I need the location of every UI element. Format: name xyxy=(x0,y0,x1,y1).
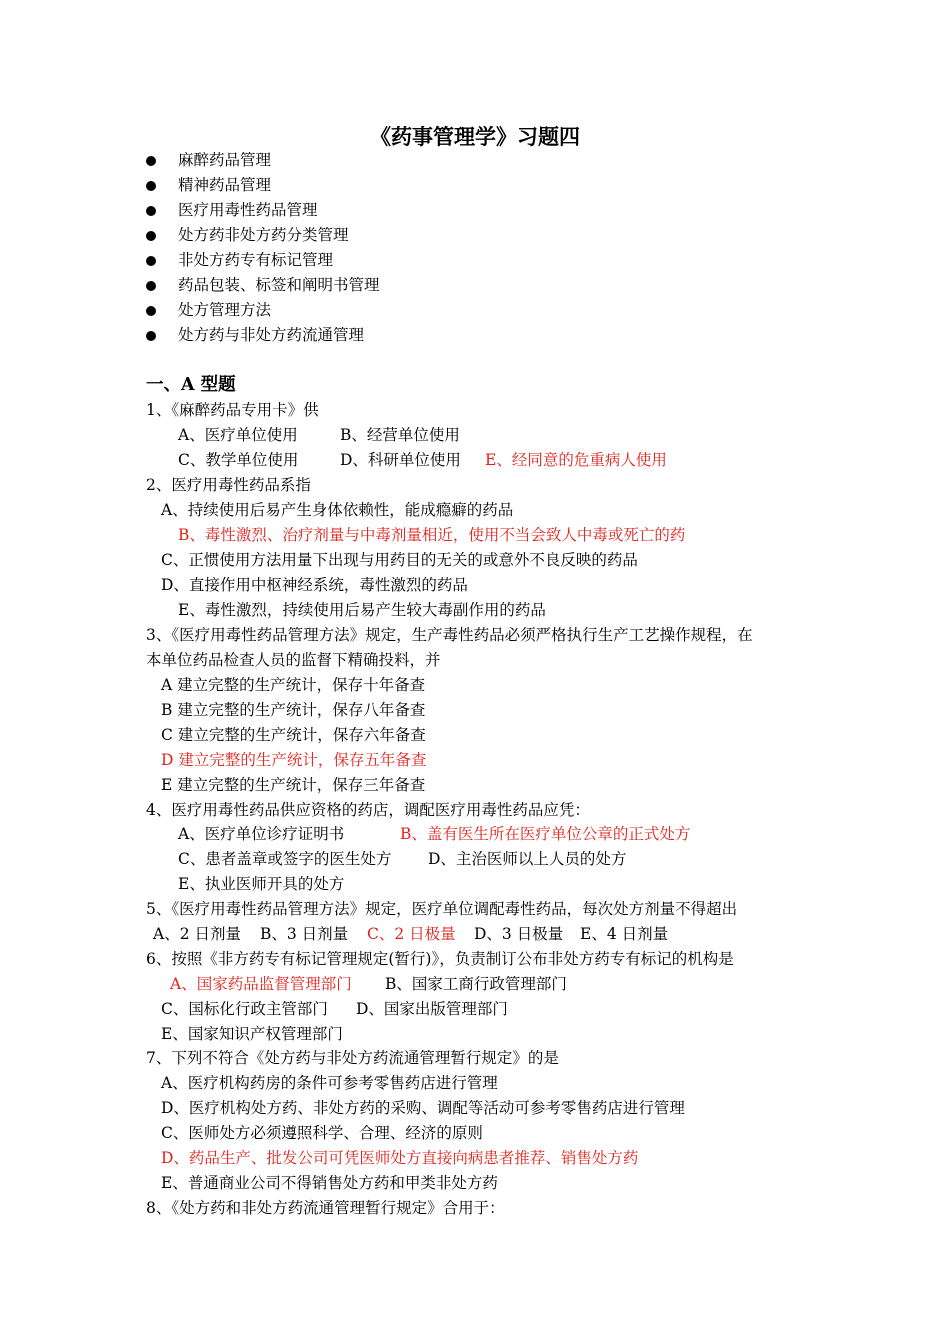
question-stem: 2、医疗用毒性药品系指 xyxy=(146,476,311,494)
list-item: 药品包装、标签和阐明书管理 xyxy=(178,276,380,294)
option-e: E、毒性激烈，持续使用后易产生较大毒副作用的药品 xyxy=(178,601,546,619)
option-e: E、执业医师开具的处方 xyxy=(178,875,345,893)
list-item: 非处方药专有标记管理 xyxy=(178,251,334,269)
bullet-icon xyxy=(146,281,156,291)
question-stem: 4、医疗用毒性药品供应资格的药店，调配医疗用毒性药品应凭： xyxy=(146,801,590,819)
bullet-icon xyxy=(146,206,156,216)
option-a: A、医疗单位诊疗证明书 xyxy=(178,825,345,843)
bullet-icon xyxy=(146,181,156,191)
option-d: D、科研单位使用 xyxy=(340,451,461,469)
option-d-answer: D 建立完整的生产统计，保存五年备查 xyxy=(161,751,427,769)
option-e: E、4 日剂量 xyxy=(580,925,669,943)
option-d: D、直接作用中枢神经系统，毒性激烈的药品 xyxy=(161,576,468,594)
option-b-answer: B、毒性激烈、治疗剂量与中毒剂量相近，使用不当会致人中毒或死亡的药 xyxy=(178,526,686,544)
option-e-answer: E、经同意的危重病人使用 xyxy=(485,451,667,469)
option-e: E、国家知识产权管理部门 xyxy=(161,1025,343,1043)
option-d: D、国家出版管理部门 xyxy=(356,1000,508,1018)
option-a: A 建立完整的生产统计，保存十年备查 xyxy=(161,676,426,694)
option-c: C、正惯使用方法用量下出现与用药目的无关的或意外不良反映的药品 xyxy=(161,551,638,569)
list-item: 医疗用毒性药品管理 xyxy=(178,201,318,219)
option-a: A、医疗机构药房的条件可参考零售药店进行管理 xyxy=(161,1074,498,1092)
option-c: C、教学单位使用 xyxy=(178,451,299,469)
list-item: 处方管理方法 xyxy=(178,301,272,319)
option-d-answer: D、药品生产、批发公司可凭医师处方直接向病患者推荐、销售处方药 xyxy=(161,1149,639,1167)
option-d: D、医疗机构处方药、非处方药的采购、调配等活动可参考零售药店进行管理 xyxy=(161,1099,685,1117)
question-stem: 5、《医疗用毒性药品管理方法》规定，医疗单位调配毒性药品，每次处方剂量不得超出 xyxy=(146,900,738,918)
option-c: C、患者盖章或签字的医生处方 xyxy=(178,850,392,868)
option-c: C、医师处方必须遵照科学、合理、经济的原则 xyxy=(161,1124,483,1142)
question-stem: 7、下列不符合《处方药与非处方药流通管理暂行规定》的是 xyxy=(146,1049,559,1067)
option-b: B、经营单位使用 xyxy=(340,426,460,444)
option-a: A、持续使用后易产生身体依赖性，能成瘾癖的药品 xyxy=(161,501,514,519)
question-stem: 1、《麻醉药品专用卡》供 xyxy=(146,401,319,419)
option-d: D、3 日极量 xyxy=(474,925,564,943)
question-stem: 8、《处方药和非处方药流通管理暂行规定》合用于： xyxy=(146,1199,505,1217)
option-a-answer: A、国家药品监督管理部门 xyxy=(170,975,352,993)
option-a: A、2 日剂量 xyxy=(153,925,241,943)
option-e: E、普通商业公司不得销售处方药和甲类非处方药 xyxy=(161,1174,498,1192)
option-b: B、3 日剂量 xyxy=(260,925,349,943)
question-stem: 6、按照《非方药专有标记管理规定(暂行)》，负责制订公布非处方药专有标记的机构是 xyxy=(146,950,734,968)
option-c-answer: C、2 日极量 xyxy=(367,925,456,943)
option-b: B、国家工商行政管理部门 xyxy=(385,975,567,993)
question-stem: 3、《医疗用毒性药品管理方法》规定，生产毒性药品必须严格执行生产工艺操作规程，在 xyxy=(146,626,753,644)
option-c: C 建立完整的生产统计，保存六年备查 xyxy=(161,726,426,744)
option-a: A、医疗单位使用 xyxy=(178,426,298,444)
section-heading: 一、A 型题 xyxy=(146,375,236,395)
list-item: 精神药品管理 xyxy=(178,176,272,194)
bullet-icon xyxy=(146,256,156,266)
option-d: D、主治医师以上人员的处方 xyxy=(428,850,627,868)
option-b-answer: B、盖有医生所在医疗单位公章的正式处方 xyxy=(400,825,691,843)
option-e: E 建立完整的生产统计，保存三年备查 xyxy=(161,776,426,794)
bullet-icon xyxy=(146,331,156,341)
option-b: B 建立完整的生产统计，保存八年备查 xyxy=(161,701,426,719)
question-stem-cont: 本单位药品检查人员的监督下精确投料，并 xyxy=(146,651,441,669)
bullet-icon xyxy=(146,306,156,316)
list-item: 处方药非处方药分类管理 xyxy=(178,226,349,244)
list-item: 处方药与非处方药流通管理 xyxy=(178,326,365,344)
bullet-icon xyxy=(146,156,156,166)
bullet-icon xyxy=(146,231,156,241)
option-c: C、国标化行政主管部门 xyxy=(161,1000,328,1018)
list-item: 麻醉药品管理 xyxy=(178,151,272,169)
page-title: 《药事管理学》习题四 xyxy=(370,124,580,149)
